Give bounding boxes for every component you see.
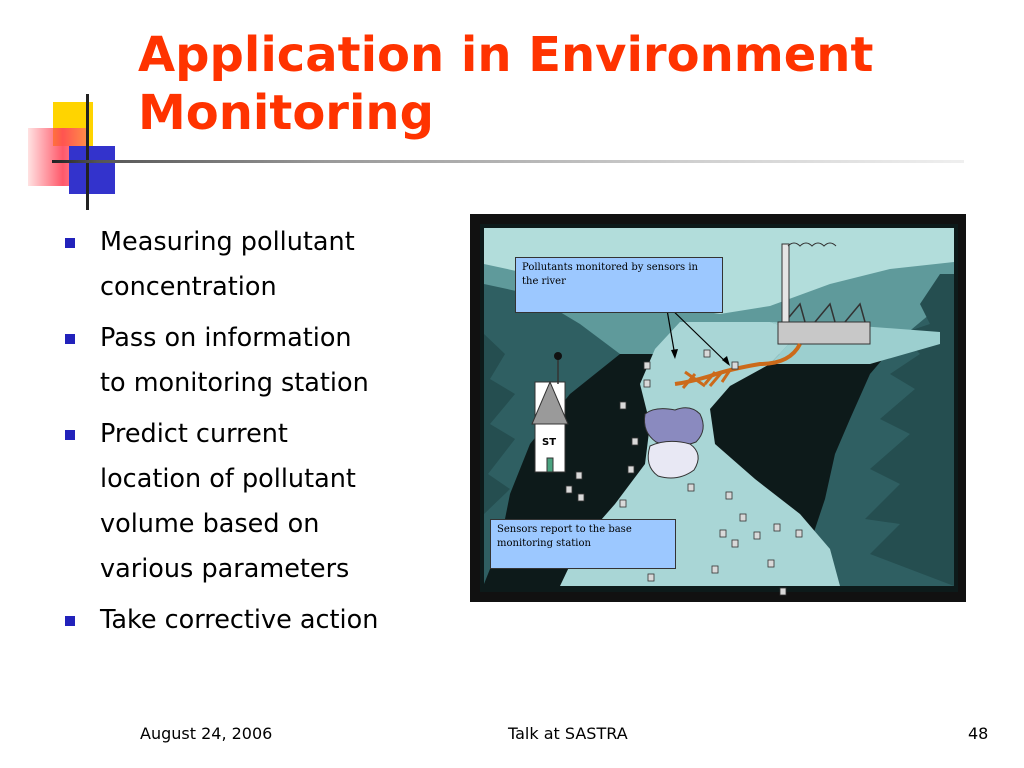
sensor-node xyxy=(620,500,626,507)
sensor-node xyxy=(632,438,638,445)
square-bullet-icon xyxy=(65,430,75,440)
pollutant-blob-purple xyxy=(644,408,703,446)
sensor-node xyxy=(620,402,626,409)
decor-blue-square xyxy=(69,146,115,194)
square-bullet-icon xyxy=(65,238,75,248)
footer-date: August 24, 2006 xyxy=(140,724,273,743)
bullet-item xyxy=(62,412,442,592)
sensor-node xyxy=(774,524,780,531)
bullet-text-line: volume based on xyxy=(100,509,320,539)
bullet-item xyxy=(62,598,442,643)
sensor-node xyxy=(648,574,654,581)
bullet-text-line: Predict current xyxy=(100,419,288,449)
sensor-node xyxy=(754,532,760,539)
title-underline xyxy=(52,160,964,163)
bullet-text-line: various parameters xyxy=(100,554,350,584)
slide-title xyxy=(138,26,873,142)
bullet-item xyxy=(62,220,442,310)
decor-vertical-line xyxy=(86,94,89,210)
river-sensor-illustration xyxy=(470,214,966,602)
bullet-text-line: location of pollutant xyxy=(100,464,356,494)
footer-talk-title: Talk at SASTRA xyxy=(508,724,628,743)
sensor-node xyxy=(644,380,650,387)
bullet-text-line: to monitoring station xyxy=(100,368,369,398)
bullet-text-line: Pass on information xyxy=(100,323,352,353)
station-door xyxy=(547,458,553,472)
pollutant-blob-checkered xyxy=(648,441,698,478)
sensor-node xyxy=(576,472,582,479)
callout-sensors-report: Sensors report to the base monitoring station xyxy=(490,519,676,569)
sensor-node xyxy=(566,486,572,493)
square-bullet-icon xyxy=(65,616,75,626)
sensor-node xyxy=(720,530,726,537)
title-line: Application in Environment xyxy=(138,27,874,83)
footer-page-number: 48 xyxy=(968,724,989,743)
sensor-node xyxy=(796,530,802,537)
station-label: ST xyxy=(542,437,557,448)
sensor-node xyxy=(704,350,710,357)
sensor-node xyxy=(732,362,738,369)
bullet-text-line: Measuring pollutant xyxy=(100,227,355,257)
title-line: Monitoring xyxy=(138,85,434,141)
factory-building xyxy=(778,322,870,344)
bullet-text-line: concentration xyxy=(100,272,277,302)
square-bullet-icon xyxy=(65,334,75,344)
sensor-node xyxy=(578,494,584,501)
sensor-node xyxy=(726,492,732,499)
callout-pollutants: Pollutants monitored by sensors in the river xyxy=(515,257,723,313)
sensor-node xyxy=(688,484,694,491)
bullet-text-line: Take corrective action xyxy=(100,605,379,635)
sensor-node xyxy=(732,540,738,547)
sensor-node xyxy=(780,588,786,595)
antenna-tip xyxy=(554,352,562,360)
factory-chimney xyxy=(782,244,789,322)
sensor-node xyxy=(712,566,718,573)
bullet-item xyxy=(62,316,442,406)
bullet-list xyxy=(62,220,442,649)
sensor-node xyxy=(740,514,746,521)
sensor-node xyxy=(628,466,634,473)
sensor-node xyxy=(768,560,774,567)
sensor-node xyxy=(644,362,650,369)
